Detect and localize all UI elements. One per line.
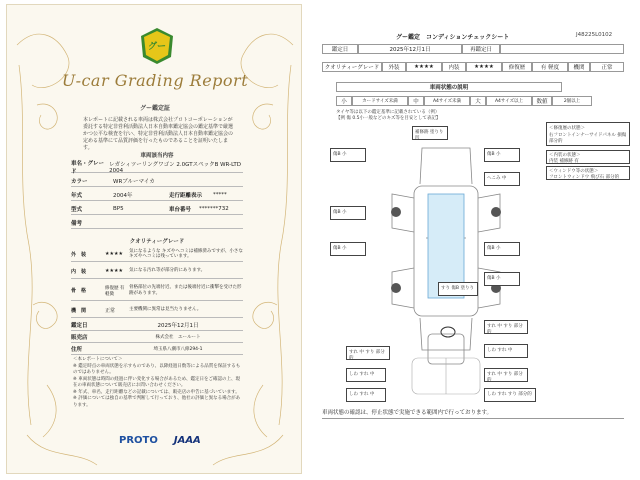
damage-label: すり 傷B 塗りり	[438, 282, 478, 296]
vehicle-val: BP5	[113, 205, 124, 212]
damage-label: 傷B 小	[484, 242, 520, 256]
quality-key: 内 装	[71, 268, 87, 275]
grade-val: 有 軽度	[532, 62, 568, 72]
quality-desc: 気になる汚れ等が部分的にあります。	[129, 268, 206, 274]
cert-shop-row	[71, 331, 243, 343]
date-label: 鑑定日	[71, 322, 88, 329]
note-item: ※ 鑑定時点の車両状態を示すものであり、以降経過日数等による品質を保証するものではありません。	[73, 363, 241, 375]
grade-key: 外装	[382, 62, 406, 72]
vehicle-row-remarks	[71, 217, 243, 229]
repair-status-box	[546, 122, 630, 146]
scale-key: 大	[470, 96, 486, 106]
damage-label: しわ すれ 中	[484, 344, 528, 358]
windshield-text: フロントウィンドウ 飛び石 部分的	[549, 175, 620, 180]
quality-desc: 骨格部位の先端付近、または後端付近に衝撃を受けた形跡があります。	[129, 285, 242, 296]
renewal-value	[500, 44, 624, 54]
vehicle-val: 2004年	[113, 192, 133, 199]
wheel-icon	[491, 207, 501, 217]
quality-row-interior	[71, 264, 243, 279]
report-notes	[73, 357, 243, 409]
note-item: ※ 車両状態は時間の経過に伴い変化する場合があるため、鑑定日をご確認の上、現在の車両状態について販売店にお問い合わせください。	[73, 376, 241, 388]
interior-status-box	[546, 150, 630, 164]
quality-row-engine	[71, 303, 243, 318]
scale-val: A4サイズ未満	[424, 96, 470, 106]
note-item: ※ 年式、車名、走行距離などの記載については、販売店の申告に基づいています。	[73, 389, 240, 395]
shop-value: 株式会社 エールート	[155, 334, 201, 340]
damage-label: しわ すれ 中	[346, 368, 386, 382]
renewal-label: 再鑑定日	[462, 44, 500, 54]
damage-label: 補修跡 塗りり 凹	[412, 126, 448, 140]
report-subtitle: グー鑑定証	[139, 105, 170, 112]
damage-label: 傷B 小	[484, 148, 520, 162]
repair-title: ＜修復歴の状態＞	[549, 126, 585, 131]
vehicle-key: 年式	[71, 192, 83, 199]
damage-label: 傷B 小	[330, 206, 366, 220]
addr-label: 住所	[71, 346, 83, 353]
notes-title: ＜本レポートについて＞	[73, 357, 123, 362]
vehicle-section-title: 車両該当内容	[140, 153, 174, 159]
grade-key: 修復歴	[502, 62, 532, 72]
vehicle-val2: *****	[213, 191, 227, 198]
sponsor-logos	[119, 433, 239, 447]
grade-key: 内装	[442, 62, 466, 72]
damage-label: すれ 中 すり 部分的	[346, 346, 390, 360]
damage-label: しわ すれ 中	[346, 388, 386, 402]
cert-addr-row	[71, 343, 243, 355]
vehicle-key: カラー	[71, 178, 88, 185]
vehicle-key: 備考	[71, 220, 83, 227]
vehicle-row-model	[71, 203, 243, 215]
quality-key: 骨 格	[71, 288, 87, 294]
damage-label: 傷B 小	[484, 272, 520, 286]
proto-logo: PROTO	[119, 434, 158, 446]
scale-key: 数値	[532, 96, 552, 106]
windshield-title: ＜ウィンドウ等の状態＞	[549, 169, 599, 174]
grading-certificate	[6, 4, 302, 474]
scale-val: 2個以上	[552, 96, 592, 106]
damage-label: 傷B 小	[330, 148, 366, 162]
vehicle-key2: 走行距離表示	[169, 192, 203, 199]
interior-title: ＜内装の状態＞	[549, 153, 581, 158]
damage-label: すれ 中 すり 部分的	[484, 320, 528, 334]
shop-label: 販売店	[71, 334, 88, 341]
wheel-icon	[391, 207, 401, 217]
grade-val: ★★★★	[406, 62, 442, 72]
sheet-title: グー鑑定 コンディションチェックシート	[396, 34, 510, 41]
goo-kantei-badge	[140, 27, 174, 65]
vehicle-key: 車名・グレード	[71, 160, 105, 175]
quality-key: 外 装	[71, 251, 87, 258]
jaaa-logo: JAAA	[173, 434, 201, 446]
vehicle-row-name	[71, 161, 243, 173]
windshield-status-box	[546, 166, 630, 180]
cert-date-row	[71, 319, 243, 331]
repair-text: 右フロントインナーサイドパネル 損傷 部分的	[549, 133, 627, 144]
scale-val: カードサイズ未満	[352, 96, 408, 106]
quality-grade-label: クオリティーグレード	[322, 62, 382, 72]
quality-key: 機 関	[71, 307, 87, 314]
damage-label: 傷B 小	[330, 242, 366, 256]
intro-text: 本レポートに記載される車両は株式会社プロトコーポレーションが委託する特定非営利活動法人日本自動車鑑定協会の鑑定基準で厳選かつ公平な検査を行い、特定非営利活動法人日本自動車鑑定協会の定める基準にて品質評価を行ったものであることを証明いたします。	[83, 117, 234, 151]
scale-key: 中	[408, 96, 424, 106]
damage-label: へこみ 中	[484, 172, 520, 186]
grade-val: ★★★★	[466, 62, 502, 72]
sheet-date: 2025年12月1日	[358, 44, 462, 54]
quality-section-title: クオリティーグレード	[129, 239, 185, 245]
doc-id: J48225L0102	[576, 32, 613, 38]
addr-value: 埼玉県八潮市八條294-1	[153, 346, 203, 352]
steering-wheel-icon	[441, 327, 455, 337]
vehicle-val: レガシィツーリングワゴン 2.0GTスペックB WR-LTD 2004	[109, 161, 242, 174]
note-line: 【例 傷 0.5小一般などのキズ等を目安として表記】	[336, 116, 441, 121]
scale-key: 小	[336, 96, 352, 106]
quality-stars: 修復歴 有 軽微	[105, 285, 125, 297]
quality-stars: ★★★★	[105, 251, 123, 257]
damage-label: すれ 中 すり 部分的	[484, 368, 528, 382]
vehicle-val2: *******732	[199, 205, 229, 212]
quality-row-frame	[71, 281, 243, 301]
quality-desc: 気になるような キズやヘコミは補修済みですが、小さなキズやヘコミは残っています。	[129, 248, 243, 259]
quality-row-exterior	[71, 247, 243, 262]
vehicle-row-color	[71, 175, 243, 187]
date-value: 2025年12月1日	[157, 322, 199, 329]
state-title: 車両状態の説明	[336, 82, 562, 92]
vehicle-key: 型式	[71, 206, 83, 213]
interior-text: 内装 補修跡 有	[549, 159, 579, 164]
vehicle-val: WRブルーマイカ	[113, 178, 155, 185]
report-title: U-car Grading Report	[61, 71, 249, 90]
sheet-date-label: 鑑定日	[322, 44, 358, 54]
vehicle-key2: 車台番号	[169, 206, 192, 213]
note-line: タイヤ等は以下の鑑定基準に記載されている（例）	[336, 110, 440, 115]
note-item: ※ 評価については独自の基準で判断して行っており、他社の評価と異なる場合があります。	[73, 396, 241, 408]
damage-label: しわ すれ すり 部分的	[484, 388, 536, 402]
scale-val: A4サイズ以上	[486, 96, 532, 106]
vehicle-row-year	[71, 189, 243, 201]
grade-key: 機関	[568, 62, 590, 72]
quality-stars: 正常	[105, 307, 116, 314]
quality-desc: 主要機関に異常は見当たりません。	[129, 307, 202, 313]
quality-stars: ★★★★	[105, 268, 123, 274]
svg-text:グー: グー	[147, 42, 167, 52]
sheet-footer: 車両状態の確認は、停止状態で実施できる範囲内で行っております。	[322, 408, 624, 419]
grade-val: 正常	[590, 62, 624, 72]
wheel-icon	[391, 283, 401, 293]
